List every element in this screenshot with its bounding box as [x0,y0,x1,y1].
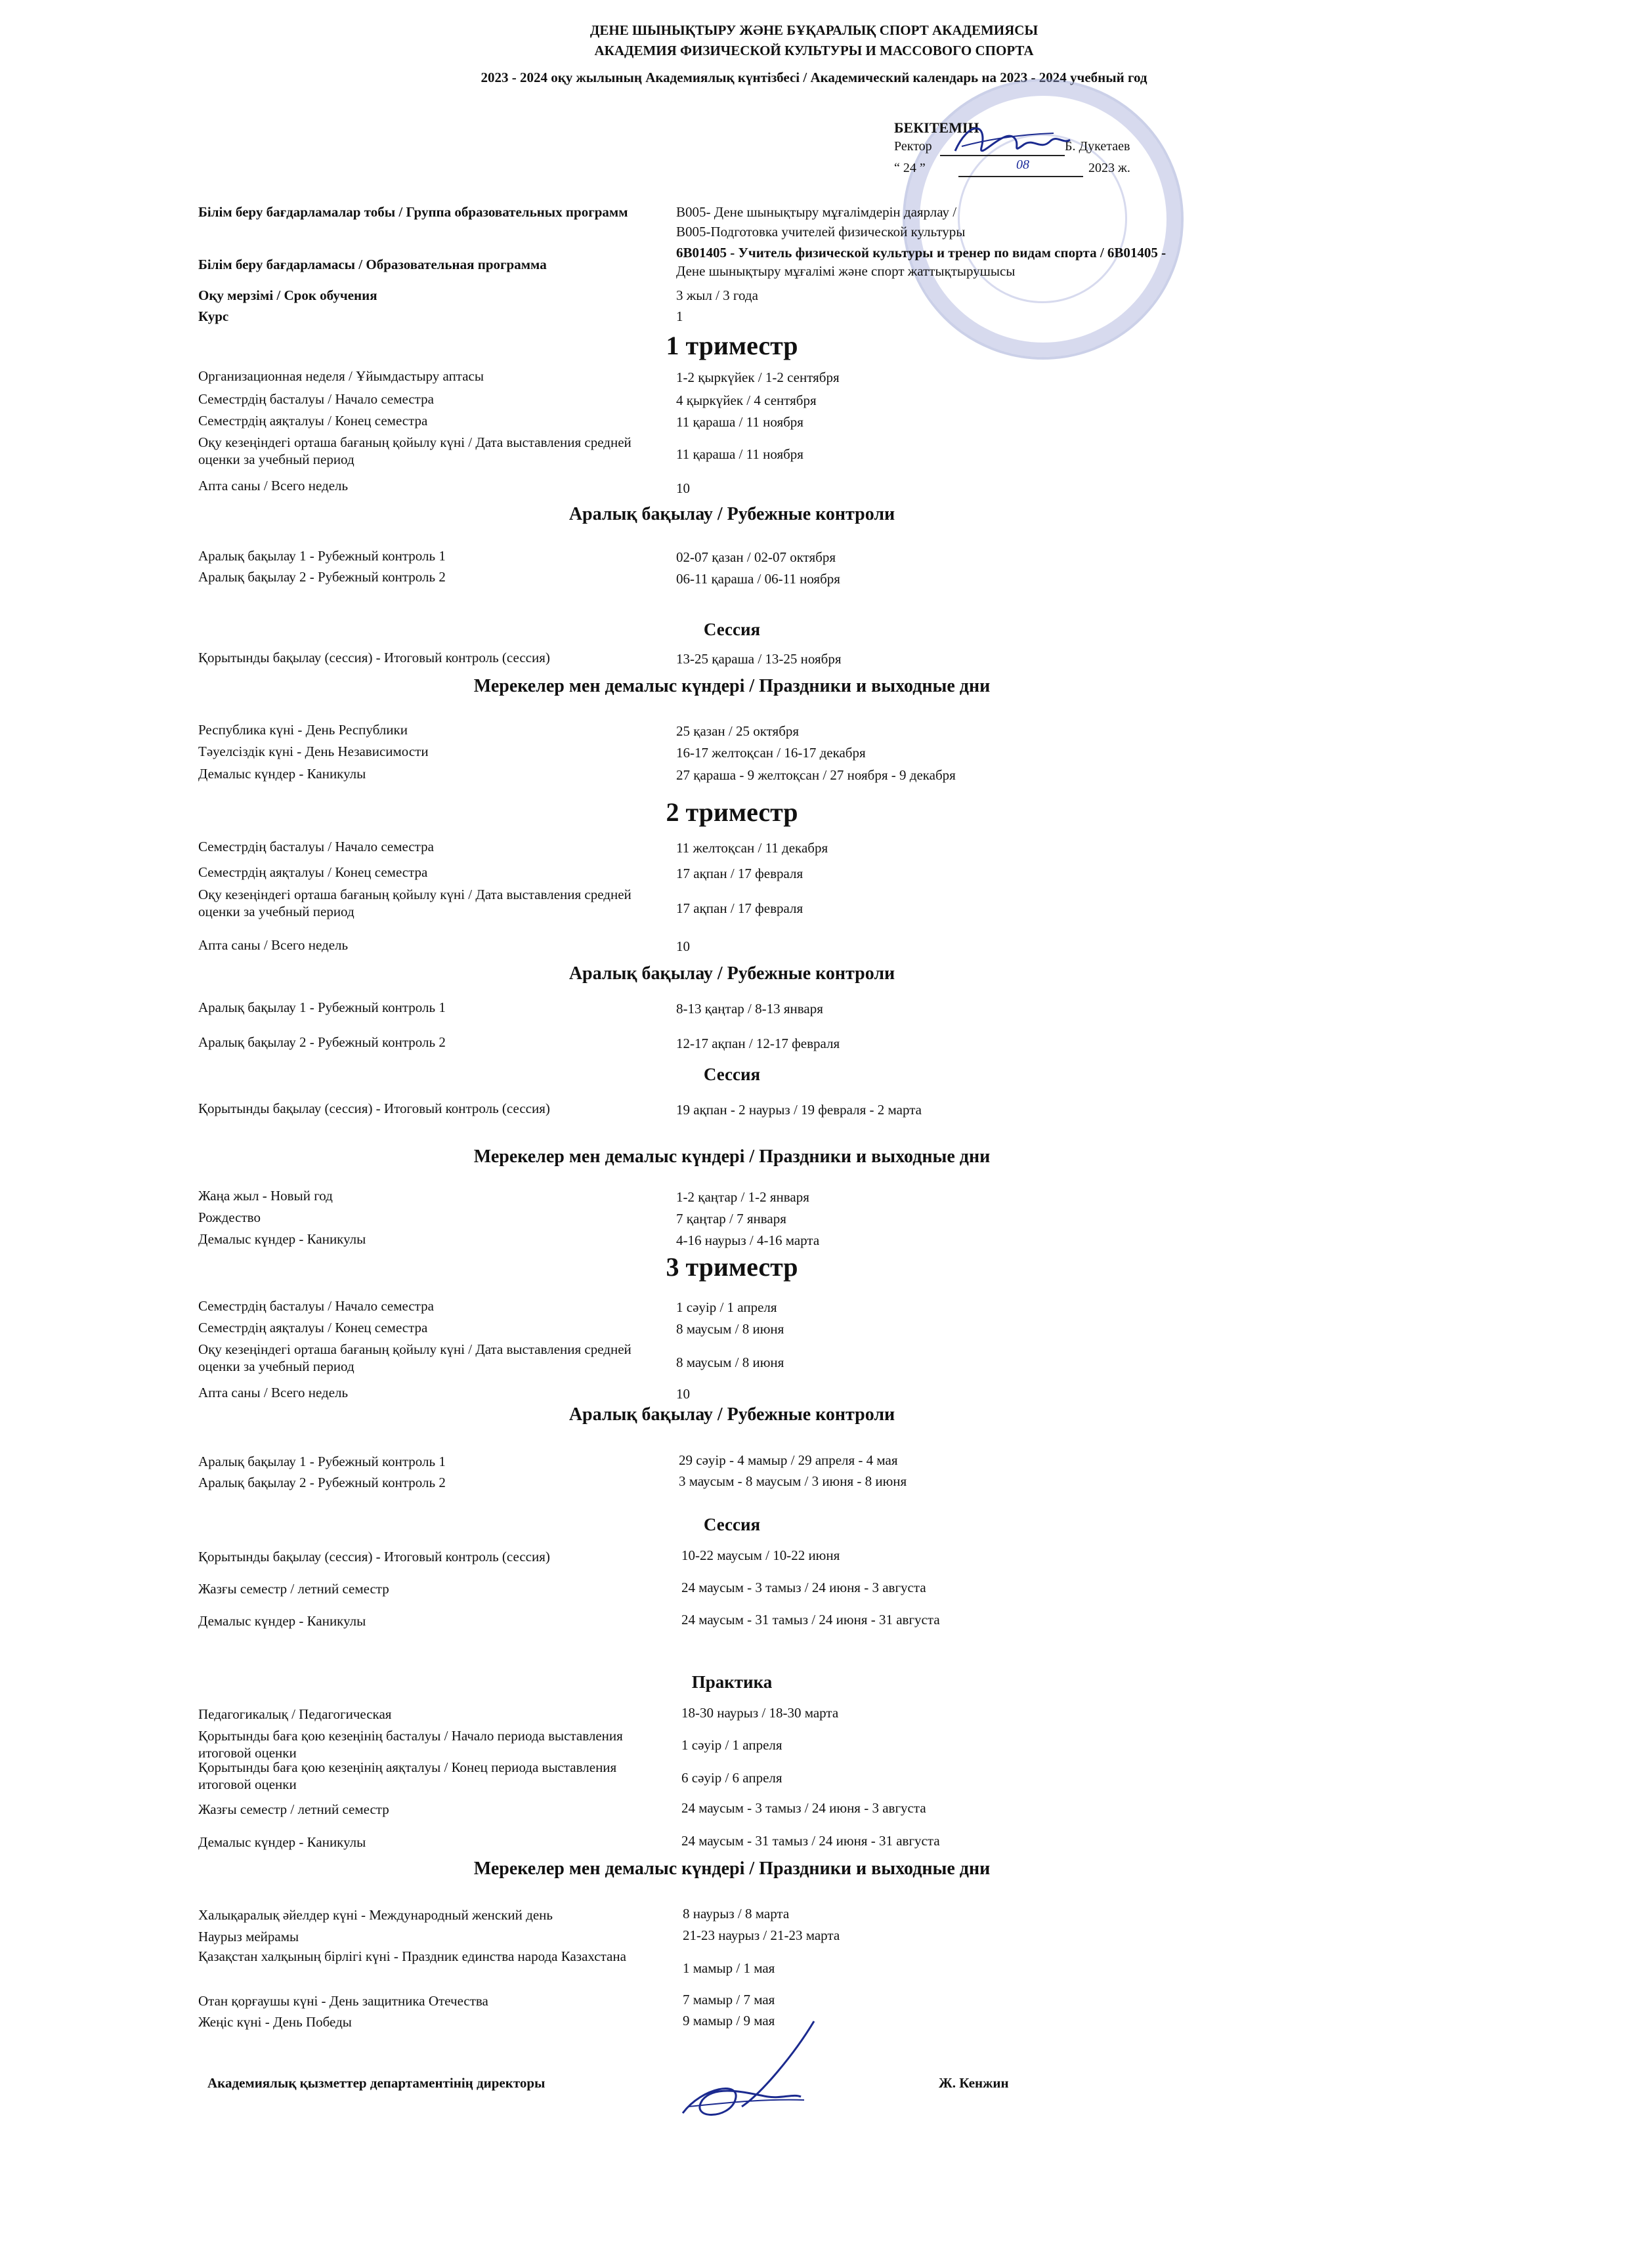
t1-row-label: Оқу кезеңіндегі орташа бағаның қойылу күні / Дата выставления средней оценки за учебный период [198,434,632,467]
t3-row-label: Апта саны / Всего недель [198,1385,349,1400]
t1-control-label: Аралық бақылау 1 - Рубежный контроль 1 [198,548,446,564]
academy-title-ru: АКАДЕМИЯ ФИЗИЧЕСКОЙ КУЛЬТУРЫ И МАССОВОГО СПОРТА [594,43,1034,58]
t2-holiday-label: Демалыс күндер - Каникулы [198,1231,366,1247]
t3-control-value: 29 сәуір - 4 мамыр / 29 апреля - 4 мая [679,1452,898,1468]
t1-holiday-label: Демалыс күндер - Каникулы [198,766,366,782]
t1-row-value: 10 [676,480,690,496]
t2-row-label: Семестрдің басталуы / Начало семестра [198,839,434,854]
program-group-label: Білім беру бағдарламалар тобы / Группа образовательных программ [198,204,628,220]
t3-holiday-label: Наурыз мейрамы [198,1929,299,1944]
t3-row-value: 1 сәуір / 1 апреля [676,1299,777,1315]
t3-row-value: 10 [676,1386,690,1402]
rector-signature [942,115,1073,167]
t2-row-value: 17 ақпан / 17 февраля [676,900,803,916]
t3-row-label: Семестрдің басталуы / Начало семестра [198,1298,434,1314]
t1-holiday-label: Тәуелсіздік күні - День Независимости [198,744,429,759]
t2-row-value: 17 ақпан / 17 февраля [676,866,803,881]
duration-label: Оқу мерзімі / Срок обучения [198,287,377,303]
approval-date-line [958,176,1083,177]
t2-holidays-title: Мерекелер мен демалыс күндері / Праздники и выходные дни [473,1146,991,1167]
practice-value: 24 маусым - 31 тамыз / 24 июня - 31 августа [681,1833,940,1849]
t1-row-value: 11 қараша / 11 ноября [676,446,803,462]
t1-holidays-title: Мерекелер мен демалыс күндері / Праздники и выходные дни [473,676,991,696]
program-value-kz: Дене шынықтыру мұғалімі және спорт жаттықтырушысы [676,263,1016,279]
director-position: Академиялық қызметтер департаментінің директоры [207,2075,546,2091]
practice-value: 1 сәуір / 1 апреля [681,1737,782,1753]
trimester-1-title: 1 триместр [666,331,798,360]
t3-holiday-label: Жеңіс күні - День Победы [198,2014,352,2030]
t2-row-value: 11 желтоқсан / 11 декабря [676,840,828,856]
t3-session-value: 24 маусым - 3 тамыз / 24 июня - 3 августа [681,1580,926,1595]
t3-holiday-value: 21-23 наурыз / 21-23 марта [683,1927,840,1943]
t2-session-label: Қорытынды бақылау (сессия) - Итоговый контроль (сессия) [198,1101,550,1116]
t2-holiday-value: 7 қаңтар / 7 января [676,1211,786,1227]
t1-row-label: Семестрдің басталуы / Начало семестра [198,391,434,407]
practice-label: Қорытынды баға қою кезеңінің аяқталуы / Конец периода выставления итоговой оценки [198,1759,617,1792]
practice-value: 6 сәуір / 6 апреля [681,1770,782,1786]
t3-control-label: Аралық бақылау 2 - Рубежный контроль 2 [198,1475,446,1490]
t1-holiday-label: Республика күні - День Республики [198,722,408,738]
t2-holiday-value: 4-16 наурыз / 4-16 марта [676,1232,820,1248]
rector-label: Ректор [894,139,932,154]
t3-row-label: Оқу кезеңіндегі орташа бағаның қойылу күні / Дата выставления средней оценки за учебный период [198,1341,632,1374]
t1-row-label: Организационная неделя / Ұйымдастыру аптасы [198,368,484,384]
rector-name: Б. Дукетаев [1065,139,1130,154]
t3-control-title: Аралық бақылау / Рубежные контроли [568,1404,895,1425]
t3-row-value: 8 маусым / 8 июня [676,1321,784,1337]
t3-session-label: Жазғы семестр / летний семестр [198,1581,389,1597]
t2-holiday-value: 1-2 қаңтар / 1-2 января [676,1189,809,1205]
t2-control-value: 8-13 қаңтар / 8-13 января [676,1001,823,1017]
trimester-3-title: 3 триместр [666,1252,798,1282]
t1-session-title: Сессия [703,620,761,639]
t3-holiday-value: 1 мамыр / 1 мая [683,1960,775,1976]
t1-control-value: 02-07 қазан / 02-07 октября [676,549,836,565]
t3-holiday-value: 8 наурыз / 8 марта [683,1906,790,1922]
t3-holiday-value: 7 мамыр / 7 мая [683,1992,775,2007]
t1-holiday-value: 27 қараша - 9 желтоқсан / 27 ноября - 9 декабря [676,767,956,783]
t2-row-label: Оқу кезеңіндегі орташа бағаның қойылу күні / Дата выставления средней оценки за учебный период [198,887,632,919]
t3-control-value: 3 маусым - 8 маусым / 3 июня - 8 июня [679,1473,907,1489]
program-label: Білім беру бағдарламасы / Образовательная программа [198,257,547,272]
t1-session-value: 13-25 қараша / 13-25 ноября [676,651,842,667]
program-value-ru: 6В01405 - Учитель физической культуры и тренер по видам спорта / 6В01405 - [676,245,1167,261]
t1-row-value: 11 қараша / 11 ноября [676,414,803,430]
practice-value: 18-30 наурыз / 18-30 марта [681,1705,839,1721]
t3-session-label: Демалыс күндер - Каникулы [198,1613,366,1629]
t3-session-label: Қорытынды бақылау (сессия) - Итоговый контроль (сессия) [198,1549,550,1564]
t3-row-value: 8 маусым / 8 июня [676,1354,784,1370]
t1-control-title: Аралық бақылау / Рубежные контроли [568,504,895,524]
t1-holiday-value: 16-17 желтоқсан / 16-17 декабря [676,745,866,761]
t2-row-label: Апта саны / Всего недель [198,937,349,953]
duration-value: 3 жыл / 3 года [676,287,758,303]
t3-row-label: Семестрдің аяқталуы / Конец семестра [198,1320,428,1335]
approval-title: БЕКІТЕМІН [894,119,979,136]
director-name: Ж. Кенжин [939,2075,1009,2091]
t1-session-label: Қорытынды бақылау (сессия) - Итоговый контроль (сессия) [198,650,550,665]
approval-date-day: “ 24 ” [894,161,926,175]
t2-session-value: 19 ақпан - 2 наурыз / 19 февраля - 2 марта [676,1102,922,1118]
practice-label: Жазғы семестр / летний семестр [198,1801,389,1817]
t2-holiday-label: Жаңа жыл - Новый год [198,1188,333,1204]
approval-date-month: 08 [1016,158,1029,172]
t2-row-label: Семестрдің аяқталуы / Конец семестра [198,864,428,880]
t2-control-label: Аралық бақылау 2 - Рубежный контроль 2 [198,1034,446,1050]
t1-holiday-value: 25 қазан / 25 октября [676,723,800,739]
program-group-value-kz: B005- Дене шынықтыру мұғалімдерін даярлау / [676,204,957,220]
t1-row-label: Апта саны / Всего недель [198,478,349,494]
t3-session-value: 24 маусым - 31 тамыз / 24 июня - 31 августа [681,1612,940,1628]
t2-control-label: Аралық бақылау 1 - Рубежный контроль 1 [198,999,446,1015]
t2-row-value: 10 [676,938,690,954]
practice-label: Педагогикалық / Педагогическая [198,1706,392,1722]
practice-label: Қорытынды баға қою кезеңінің басталуы / Начало периода выставления итоговой оценки [198,1728,623,1761]
practice-value: 24 маусым - 3 тамыз / 24 июня - 3 августа [681,1800,926,1816]
academy-title-kz: ДЕНЕ ШЫНЫҚТЫРУ ЖӘНЕ БҰҚАРАЛЫҚ СПОРТ АКАДЕМИЯСЫ [589,22,1039,38]
course-label: Курс [198,308,229,324]
practice-label: Демалыс күндер - Каникулы [198,1834,366,1850]
t2-control-value: 12-17 ақпан / 12-17 февраля [676,1036,840,1051]
approval-date-year: 2023 ж. [1088,161,1130,175]
t3-holiday-label: Қазақстан халқының бірлігі күні - Праздник единства народа Казахстана [198,1948,626,1964]
practice-title: Практика [691,1672,773,1692]
t1-control-value: 06-11 қараша / 06-11 ноября [676,571,840,587]
t3-session-title: Сессия [703,1515,761,1534]
t2-session-title: Сессия [703,1064,761,1084]
course-value: 1 [676,308,683,324]
director-signature [663,2015,827,2126]
t3-control-label: Аралық бақылау 1 - Рубежный контроль 1 [198,1454,446,1469]
t3-session-value: 10-22 маусым / 10-22 июня [681,1547,840,1563]
t1-row-label: Семестрдің аяқталуы / Конец семестра [198,413,428,429]
t1-control-label: Аралық бақылау 2 - Рубежный контроль 2 [198,569,446,585]
t3-holidays-title: Мерекелер мен демалыс күндері / Праздники и выходные дни [473,1858,991,1879]
t3-holiday-label: Отан қорғаушы күні - День защитника Отечества [198,1993,488,2009]
t3-holiday-label: Халықаралық әйелдер күні - Международный женский день [198,1907,553,1923]
trimester-2-title: 2 триместр [666,797,798,827]
t1-row-value: 1-2 қыркүйек / 1-2 сентября [676,369,840,385]
calendar-title: 2023 - 2024 оқу жылының Академиялық күнтізбесі / Академический календарь на 2023 - 2024 учебный год [481,70,1147,85]
program-group-value-ru: B005-Подготовка учителей физической культуры [676,224,966,240]
t2-holiday-label: Рождество [198,1209,261,1225]
t3-holiday-value: 9 мамыр / 9 мая [683,2013,775,2028]
t1-row-value: 4 қыркүйек / 4 сентября [676,392,817,408]
t2-control-title: Аралық бақылау / Рубежные контроли [568,963,895,984]
